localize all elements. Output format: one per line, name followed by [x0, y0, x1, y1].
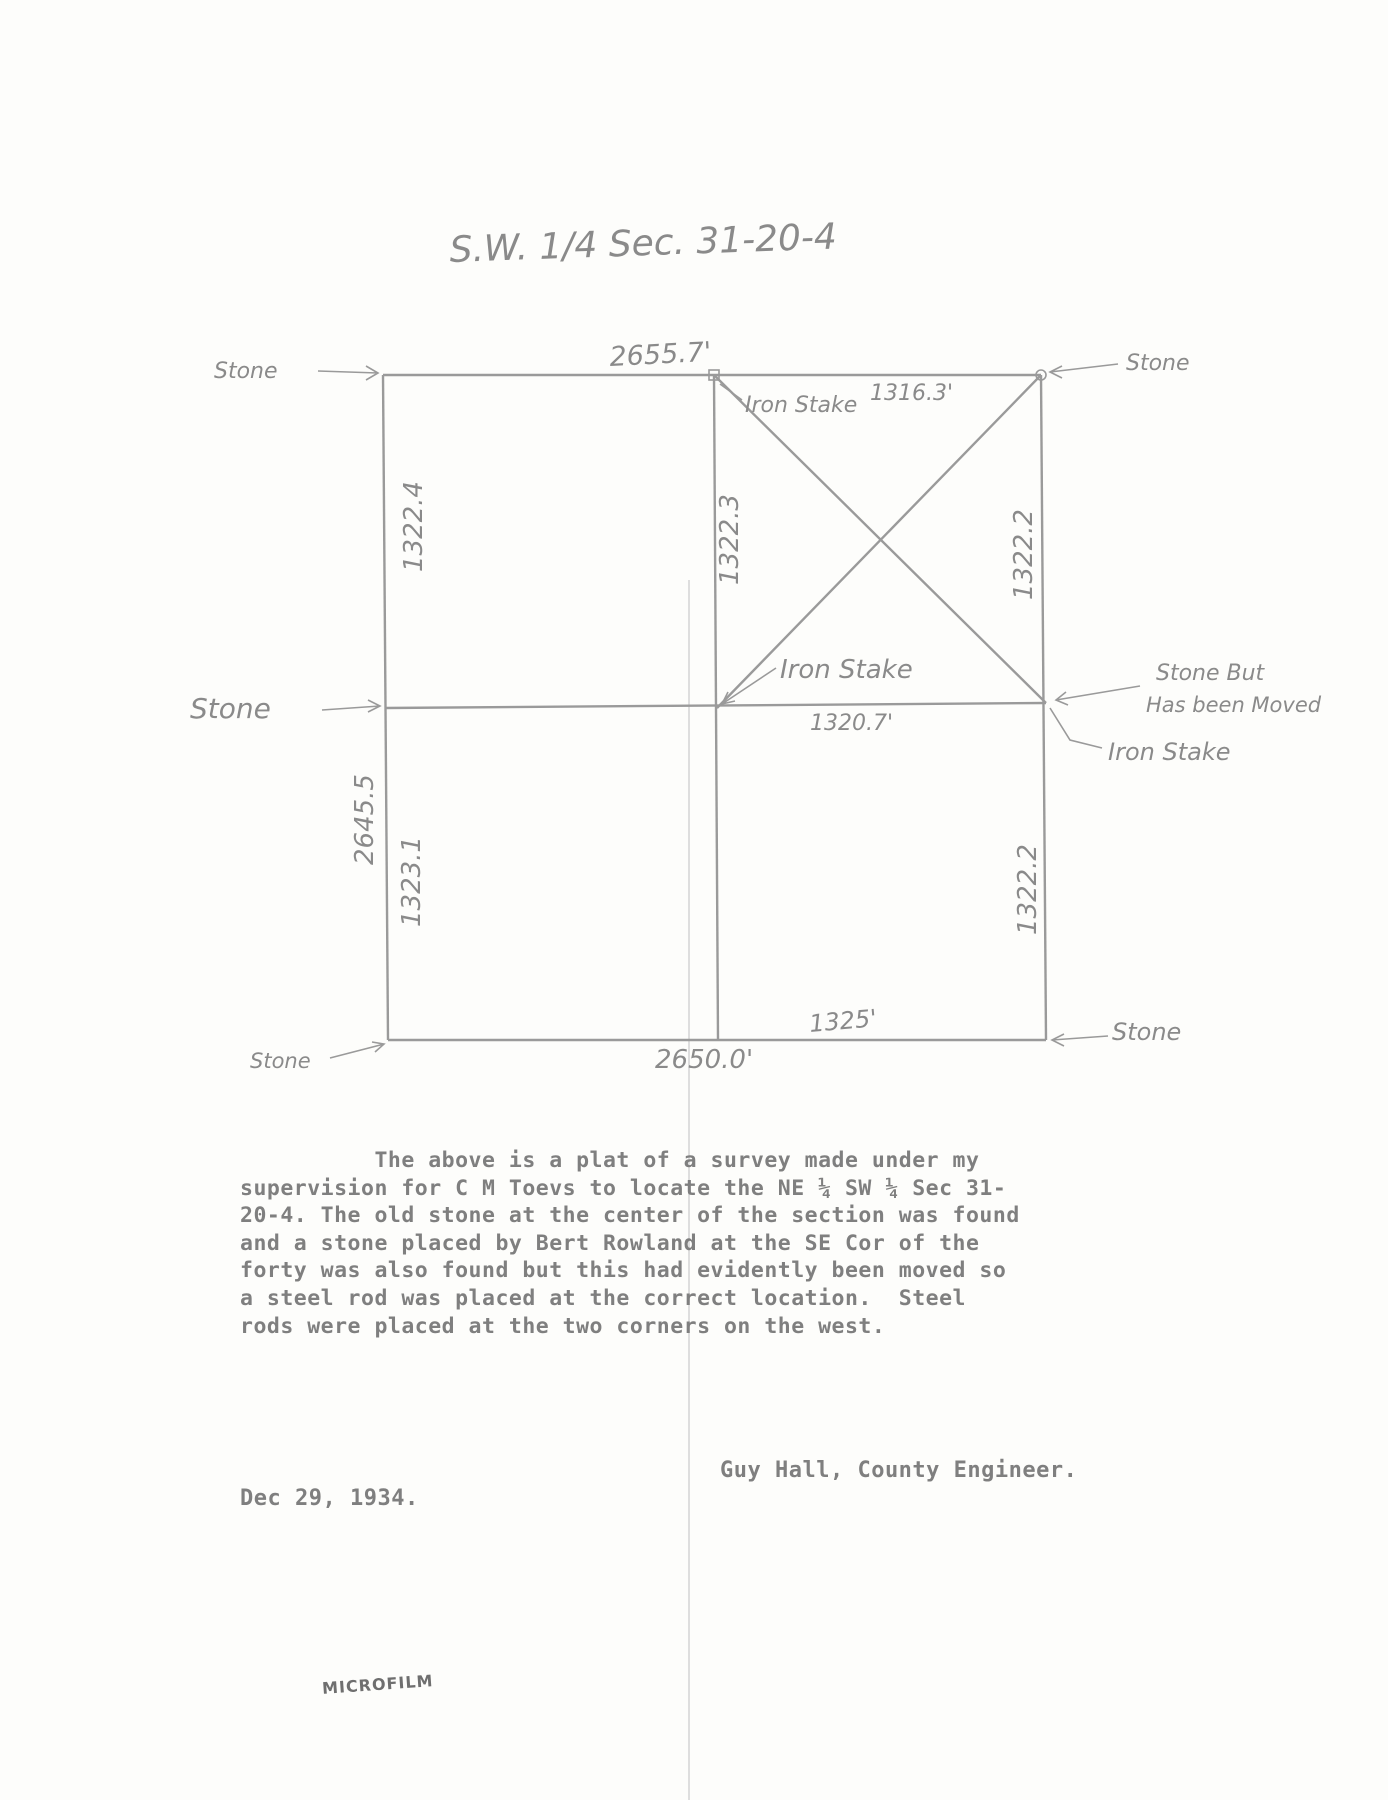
top-right-measure: 1316.3' [870, 381, 954, 406]
stone-sw-arrow [330, 1042, 384, 1058]
iron-stake-center-label: Iron Stake [780, 655, 913, 685]
center-upper-measure: 1322.3 [715, 494, 745, 585]
stone-w-arrow [322, 700, 380, 712]
survey-description: The above is a plat of a survey made under my supervision for C M Toevs to locate the NE ¼ SW ¼ Sec 31- 20-4. The old stone at the center of the section was found and a stone placed by Bert Rowland at the SE Cor of the forty was also found but this had evidently been moved so a steel rod was placed at the correct location. Steel rods were placed at the two corners on the west. [240, 1148, 1020, 1339]
plat-title: S.W. 1/4 Sec. 31-20-4 [448, 216, 838, 271]
iron-stake-top-label: Iron Stake [745, 393, 858, 418]
stone-se-arrow [1052, 1034, 1108, 1046]
stone-moved-arrow [1056, 686, 1140, 705]
plat-lines [383, 375, 1046, 1040]
west-upper-measure: 1322.4 [399, 481, 429, 572]
bottom-total-measure: 2650.0' [655, 1045, 754, 1075]
east-upper-measure: 1322.2 [1009, 509, 1039, 600]
stone-ne-label: Stone [1126, 351, 1190, 376]
mid-right-measure: 1320.7' [810, 711, 894, 736]
iron-stake-top-arrow [720, 384, 742, 400]
stone-nw-label: Stone [214, 359, 278, 384]
stone-w-label: Stone [190, 692, 271, 725]
stone-se-label: Stone [1112, 1018, 1182, 1046]
west-total-measure: 2645.5 [350, 774, 380, 865]
iron-stake-east-arrow [1050, 708, 1102, 748]
stone-ne-arrow [1050, 364, 1118, 378]
engineer-signature: Guy Hall, County Engineer. [720, 1458, 1078, 1483]
document-date: Dec 29, 1934. [240, 1486, 419, 1511]
stone-moved-label-1: Stone But [1156, 661, 1265, 686]
microfilm-stamp: MICROFILM [321, 1671, 435, 1698]
stone-sw-label: Stone [250, 1049, 311, 1073]
stone-moved-label-2: Has been Moved [1146, 693, 1322, 717]
east-line [1041, 375, 1046, 1040]
bottom-right-measure: 1325' [808, 1004, 878, 1038]
stone-nw-arrow [318, 366, 378, 380]
iron-stake-east-label: Iron Stake [1108, 738, 1231, 766]
east-lower-measure: 1322.2 [1013, 844, 1043, 935]
west-lower-measure: 1323.1 [397, 836, 427, 927]
top-total-measure: 2655.7' [608, 336, 713, 373]
